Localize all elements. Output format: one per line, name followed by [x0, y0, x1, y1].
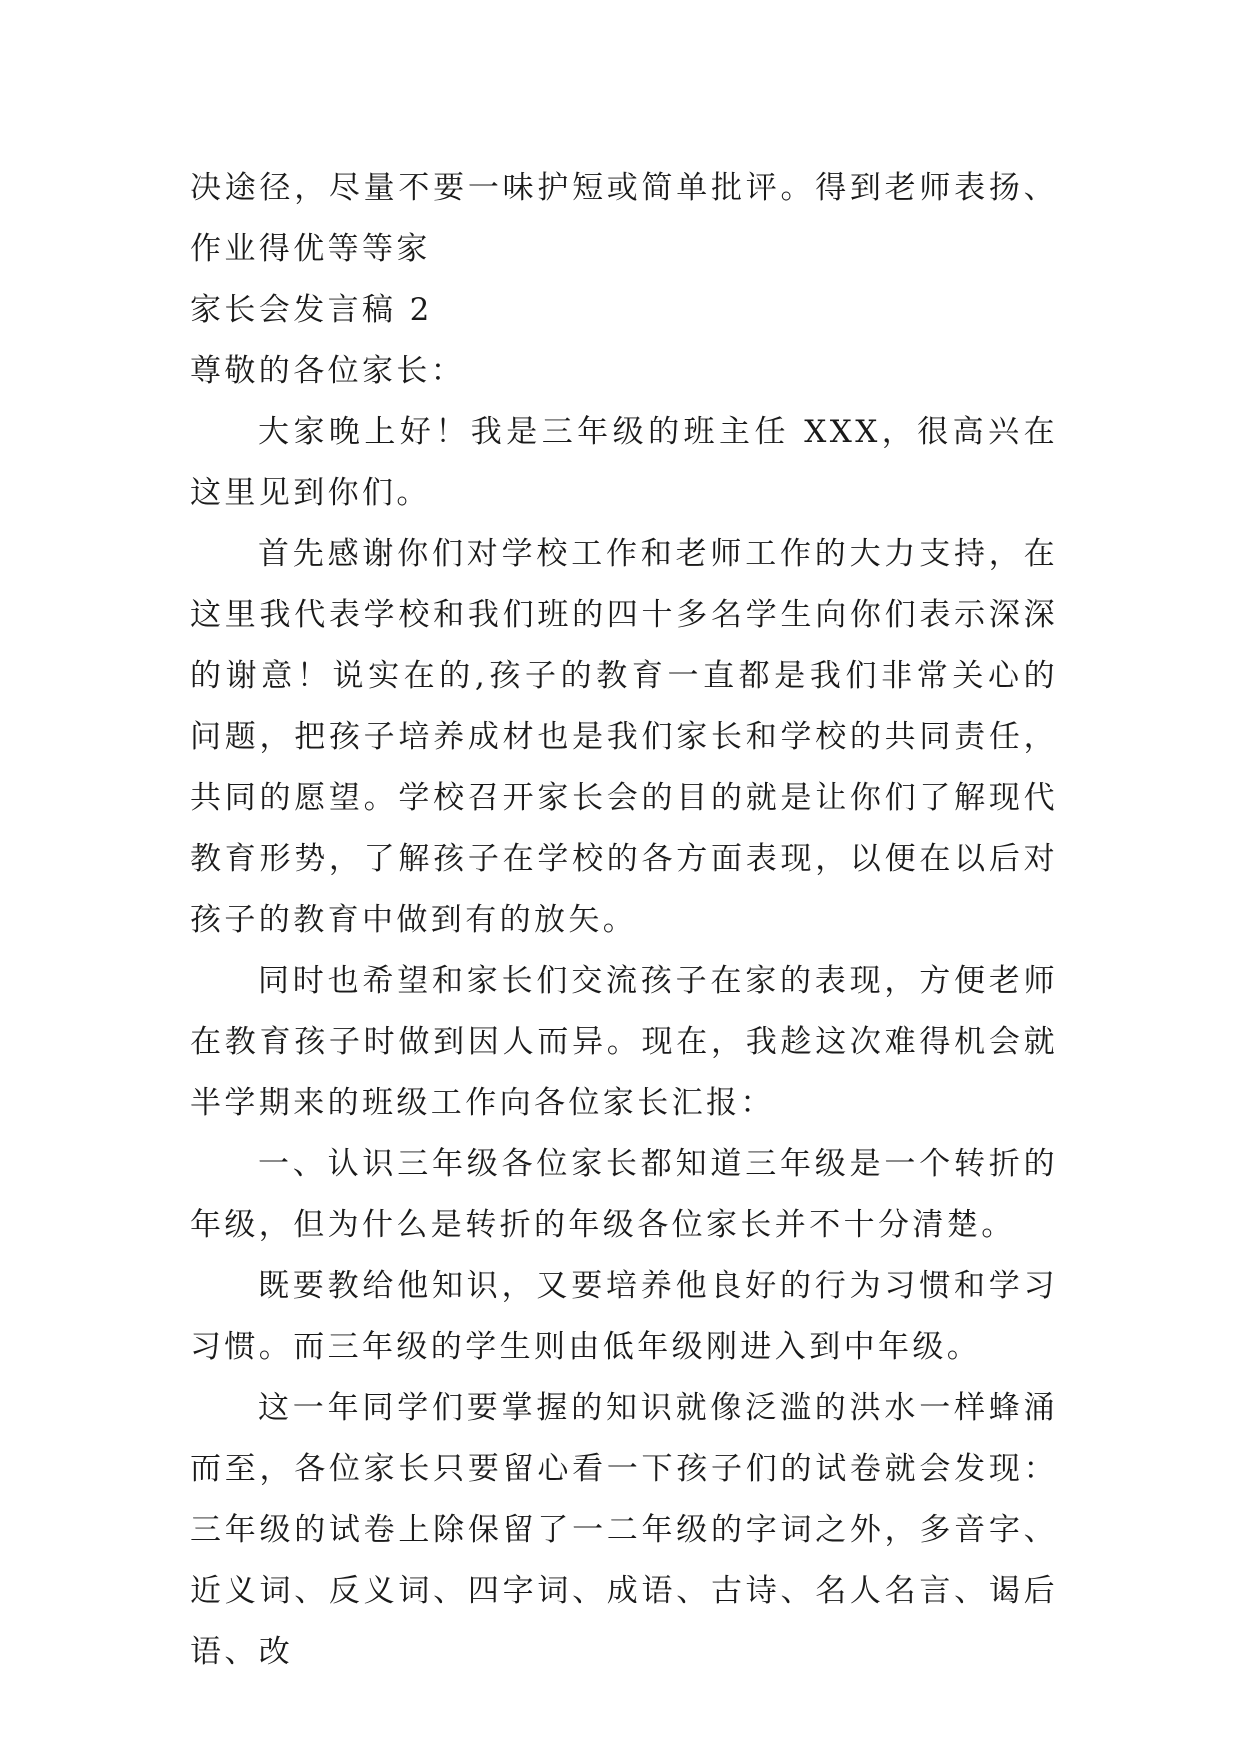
paragraph: 既要教给他知识，又要培养他良好的行为习惯和学习习惯。而三年级的学生则由低年级刚进入到中年级。	[190, 1268, 1058, 1365]
paragraph: 大家晚上好！我是三年级的班主任 XXX，很高兴在这里见到你们。	[190, 414, 1058, 511]
paragraph: 一、认识三年级各位家长都知道三年级是一个转折的年级，但为什么是转折的年级各位家长并不十分清楚。	[190, 1146, 1058, 1243]
salutation: 尊敬的各位家长：	[190, 353, 466, 389]
document-body	[190, 158, 1058, 1683]
paragraph: 首先感谢你们对学校工作和老师工作的大力支持，在这里我代表学校和我们班的四十多名学生向你们表示深深的谢意！说实在的,孩子的教育一直都是我们非常关心的问题，把孩子培养成材也是我们家长和学校的共同责任，共同的愿望。学校召开家长会的目的就是让你们了解现代教育形势，了解孩子在学校的各方面表现，以便在以后对孩子的教育中做到有的放矢。	[190, 536, 1058, 938]
paragraph: 这一年同学们要掌握的知识就像泛滥的洪水一样蜂涌而至，各位家长只要留心看一下孩子们的试卷就会发现：三年级的试卷上除保留了一二年级的字词之外，多音字、近义词、反义词、四字词、成语、古诗、名人名言、谒后语、改	[190, 1390, 1058, 1670]
paragraph-continued: 决途径，尽量不要一味护短或简单批评。得到老师表扬、作业得优等等家	[190, 170, 1058, 267]
paragraph: 同时也希望和家长们交流孩子在家的表现，方便老师在教育孩子时做到因人而异。现在，我趁这次难得机会就半学期来的班级工作向各位家长汇报：	[190, 963, 1058, 1121]
section-heading: 家长会发言稿 2	[190, 292, 433, 328]
